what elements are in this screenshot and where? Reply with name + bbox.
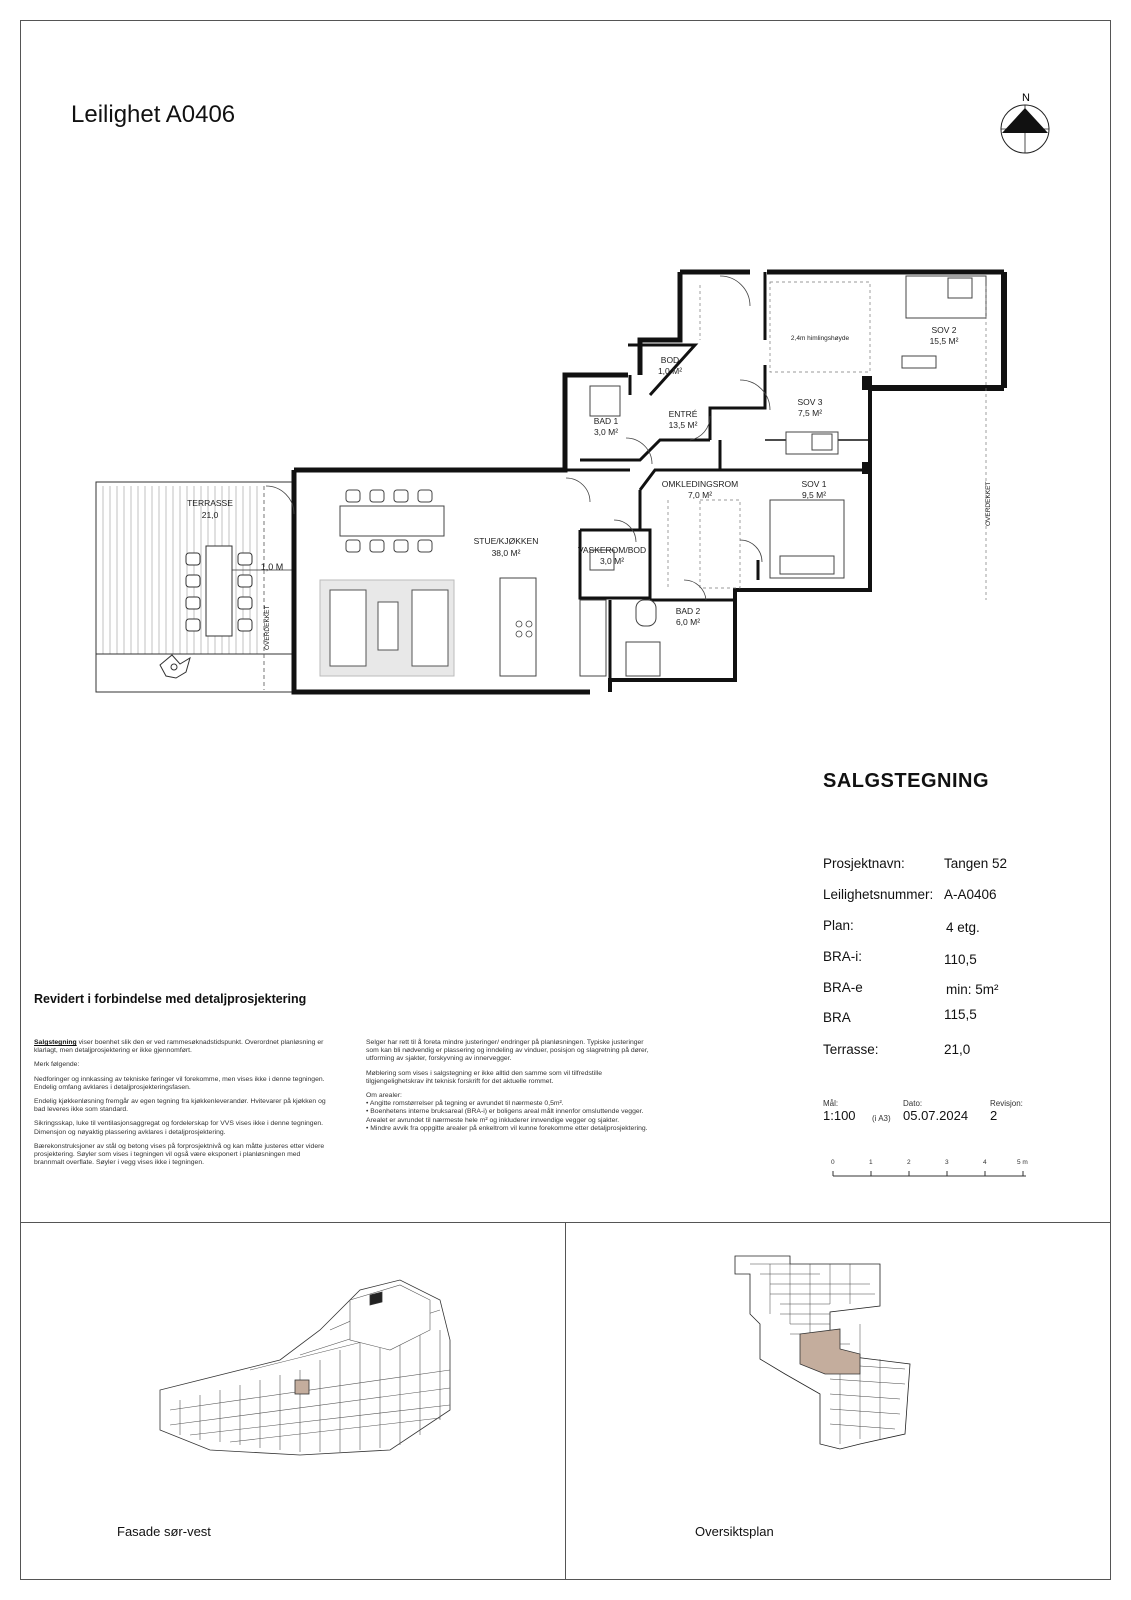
room-sov1-area: 9,5 M² xyxy=(801,490,827,500)
info-value-bra-i: 110,5 xyxy=(944,952,977,967)
notes-left-p1: viser boenhet slik den er ved rammesøknadstidspunkt. Overordnet planløsning er klarlagt, men detaljprosjektering er ikke gjennomført. xyxy=(34,1039,324,1055)
room-bad2-area: 6,0 M² xyxy=(675,617,701,627)
ceiling-height-note: 2,4m himlingshøyde xyxy=(790,335,850,342)
date-value: 05.07.2024 xyxy=(903,1108,969,1123)
info-value-project: Tangen 52 xyxy=(944,856,1008,871)
room-terrasse-name: TERRASSE xyxy=(187,498,233,508)
notes-left-p5: Sikringsskap, luke til ventilasjonsaggregat og fordelerskap for VVS vises ikke i denne tegningen. Dimensjon og nøyaktig plassering avklares i detaljprosjektering. xyxy=(34,1120,324,1136)
room-bad1-area: 3,0 M² xyxy=(593,427,619,437)
sales-heading: SALGSTEGNING xyxy=(823,770,990,792)
dimension-label: 1,0 M xyxy=(260,562,284,572)
notes-lead-term: Salgstegning xyxy=(34,1039,77,1046)
info-label-bra-i: BRA-i: xyxy=(823,949,863,964)
facade-illustration xyxy=(150,1270,470,1470)
info-label-bra: BRA xyxy=(823,1010,851,1025)
info-label-terrasse: Terrasse: xyxy=(823,1042,879,1057)
info-label-apartment: Leilighetsnummer: xyxy=(823,887,934,902)
info-label-project: Prosjektnavn: xyxy=(823,856,905,871)
scale-value: 1:100 xyxy=(823,1108,856,1123)
info-value-bra: 115,5 xyxy=(944,1007,977,1022)
overdekket-label-left: OVERDEKKET xyxy=(264,605,271,650)
room-entre-name: ENTRÉ xyxy=(668,409,698,419)
scalebar-tick-4: 4 xyxy=(983,1159,987,1166)
scalebar-tick-1: 1 xyxy=(869,1159,873,1166)
scalebar-tick-5: 5 m xyxy=(1017,1159,1028,1166)
scalebar-tick-3: 3 xyxy=(945,1159,949,1166)
overdekket-label-right: OVERDEKKET xyxy=(985,481,992,526)
info-value-bra-e: min: 5m² xyxy=(946,982,999,997)
room-omkledingsrom-name: OMKLEDINGSROM xyxy=(661,479,739,489)
room-bad2-name: BAD 2 xyxy=(675,606,701,616)
notes-right-column xyxy=(366,1039,652,1133)
north-label: N xyxy=(1022,92,1030,104)
room-vaskerom-area: 3,0 M² xyxy=(599,556,625,566)
notes-left-column xyxy=(34,1039,330,1173)
notes-right-p3: Om arealer: xyxy=(366,1092,402,1100)
room-sov3-area: 7,5 M² xyxy=(797,408,823,418)
terrace-area xyxy=(96,482,294,692)
notes-left-p6: Bærekonstruksjoner av stål og betong vises på forprosjektnivå og kan måtte justeres etter videre prosjektering. Søyler som vises i tegningen vil også være eksponert i planløsningen med brannmalt overflate. Søyler i vegg vises ikke i tegningen. xyxy=(34,1142,325,1167)
room-omkledingsrom-area: 7,0 M² xyxy=(687,490,713,500)
revision-caption: Revisjon: xyxy=(990,1099,1023,1108)
notes-right-b3: • Mindre avvik fra oppgitte arealer på enkeltrom vil kunne forekomme etter detaljprosjektering. xyxy=(366,1124,648,1132)
info-value-apartment: A-A0406 xyxy=(944,887,997,902)
room-sov1-name: SOV 1 xyxy=(801,479,827,489)
notes-left-p3: Nedforinger og innkassing av tekniske føringer vil forekomme, men vises ikke i denne tegningen. Endelig omfang avklares i detaljprosjekteringsfasen. xyxy=(34,1075,325,1091)
page-title: Leilighet A0406 xyxy=(71,101,236,128)
room-sov2-area: 15,5 M² xyxy=(929,336,959,346)
scale-note: (i A3) xyxy=(872,1114,891,1123)
overview-caption: Oversiktsplan xyxy=(695,1524,774,1539)
facade-caption: Fasade sør-vest xyxy=(117,1524,211,1539)
room-sov3-name: SOV 3 xyxy=(797,397,823,407)
notes-right-p1: Selger har rett til å foreta mindre justeringer/ endringer på planløsningen. Typiske justeringer som kan bli nødvendig er plassering og inndeling av vinduer, posisjon og slagretning på dører, utforming av sjakter, forskyvning av innervegger. xyxy=(366,1039,649,1063)
room-entre-area: 13,5 M² xyxy=(668,420,698,430)
room-stue-area: 38,0 M² xyxy=(491,548,521,558)
living-room-furniture xyxy=(320,490,606,676)
room-sov2-name: SOV 2 xyxy=(931,325,957,335)
scalebar-tick-2: 2 xyxy=(907,1159,911,1166)
info-value-terrasse: 21,0 xyxy=(944,1042,971,1057)
scale-bar xyxy=(826,1158,1036,1180)
info-label-bra-e: BRA-e xyxy=(823,980,863,995)
north-arrow-icon xyxy=(1001,92,1049,153)
room-bod-area: 1,0 M² xyxy=(657,366,683,376)
revision-heading: Revidert i forbindelse med detaljprosjektering xyxy=(34,992,307,1006)
notes-left-p2: Merk følgende: xyxy=(34,1061,80,1069)
room-stue-name: STUE/KJØKKEN xyxy=(473,536,539,546)
info-label-plan: Plan: xyxy=(823,918,854,933)
site-overview-plan xyxy=(730,1214,970,1454)
scale-caption: Mål: xyxy=(823,1099,839,1108)
revision-value: 2 xyxy=(990,1108,998,1123)
notes-right-b2: • Boenhetens interne bruksareal (BRA-i) er boligens areal målt innenfor omsluttende vegger. Arealet er avrundet til nærmeste hele m² og inkluderer innvendige vegger og sjakter. xyxy=(366,1108,644,1124)
info-value-plan: 4 etg. xyxy=(946,920,980,935)
room-bad1-name: BAD 1 xyxy=(593,416,619,426)
room-vaskerom-name: VASKEROM/BOD xyxy=(577,545,647,555)
room-bod-name: BOD xyxy=(660,355,680,365)
date-caption: Dato: xyxy=(903,1099,923,1108)
notes-right-b1: • Angitte romstørrelser på tegning er avrundet til nærmeste 0,5m². xyxy=(366,1100,564,1108)
scalebar-tick-0: 0 xyxy=(831,1159,835,1166)
notes-right-p2: Møblering som vises i salgstegning er ikke alltid den samme som vil tilfredstille tilgjengelighetskrav iht teknisk forskrift for det aktuelle rommet. xyxy=(366,1069,603,1085)
notes-left-p4: Endelig kjøkkenløsning fremgår av egen tegning fra kjøkkenleverandør. Hvitevarer på kjøkken og bad leveres ikke som standard. xyxy=(34,1098,326,1114)
room-terrasse-area: 21,0 xyxy=(201,510,219,520)
